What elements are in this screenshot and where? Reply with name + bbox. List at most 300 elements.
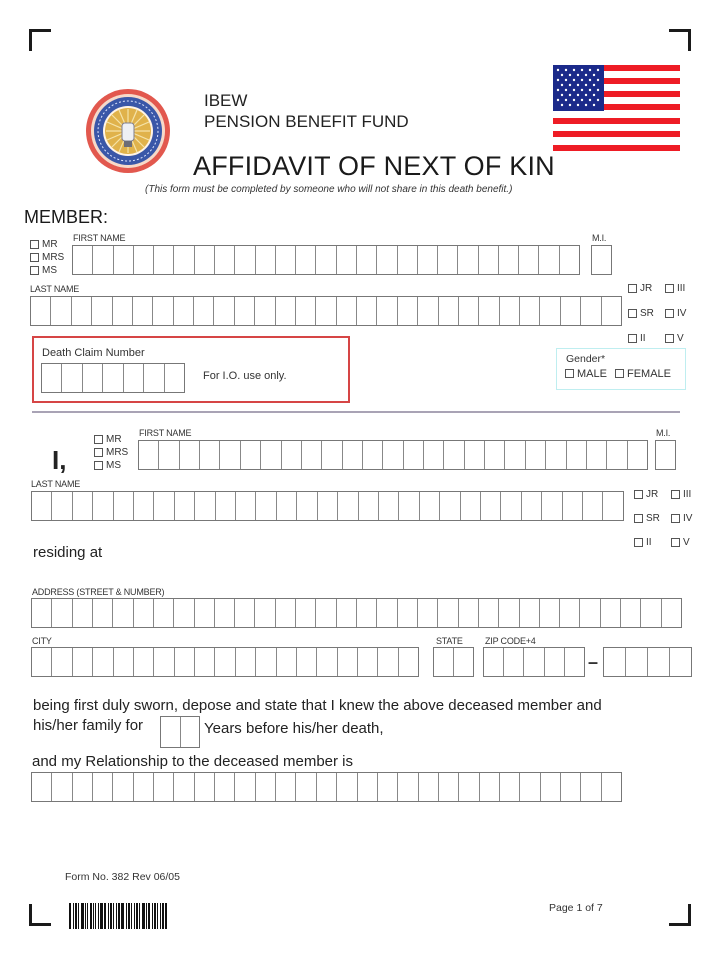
character-cell[interactable] bbox=[479, 599, 499, 627]
character-cell[interactable] bbox=[215, 599, 235, 627]
checkbox-icon[interactable] bbox=[665, 284, 674, 293]
character-cell[interactable] bbox=[398, 773, 418, 801]
character-cell[interactable] bbox=[317, 648, 337, 676]
character-cell[interactable] bbox=[560, 599, 580, 627]
character-cell[interactable] bbox=[52, 492, 72, 520]
character-cell[interactable] bbox=[419, 773, 439, 801]
character-cell[interactable] bbox=[134, 648, 154, 676]
character-cell[interactable] bbox=[440, 492, 460, 520]
character-cell[interactable] bbox=[165, 364, 184, 392]
character-cell[interactable] bbox=[276, 599, 296, 627]
character-cell[interactable] bbox=[195, 648, 215, 676]
character-cell[interactable] bbox=[32, 492, 52, 520]
character-cell[interactable] bbox=[601, 599, 621, 627]
character-cell[interactable] bbox=[377, 297, 397, 325]
barcode-bar bbox=[142, 903, 145, 929]
checkbox-icon[interactable] bbox=[94, 461, 103, 470]
barcode-bar bbox=[73, 903, 74, 929]
member-salutation-mrs[interactable]: MRS bbox=[30, 251, 64, 264]
character-cell[interactable] bbox=[526, 441, 546, 469]
character-cell[interactable] bbox=[181, 717, 200, 747]
affiant-salutation-ms[interactable]: MS bbox=[94, 459, 128, 472]
character-cell[interactable] bbox=[581, 297, 601, 325]
affiant-suffix-iii[interactable]: III bbox=[671, 488, 701, 501]
character-cell[interactable] bbox=[316, 246, 336, 274]
character-cell[interactable] bbox=[32, 648, 52, 676]
character-cell[interactable] bbox=[296, 599, 316, 627]
checkbox-icon[interactable] bbox=[628, 309, 637, 318]
character-cell[interactable] bbox=[542, 492, 562, 520]
character-cell[interactable] bbox=[124, 364, 144, 392]
character-cell[interactable] bbox=[541, 773, 561, 801]
address-field[interactable] bbox=[31, 598, 682, 628]
barcode-bar bbox=[113, 903, 114, 929]
registration-mark-bottom-right bbox=[669, 904, 691, 926]
character-cell[interactable] bbox=[93, 492, 113, 520]
death-claim-number-field[interactable] bbox=[41, 363, 185, 393]
character-cell[interactable] bbox=[459, 773, 479, 801]
checkbox-icon[interactable] bbox=[94, 435, 103, 444]
character-cell[interactable] bbox=[485, 441, 505, 469]
affiant-salutation-mr[interactable]: MR bbox=[94, 433, 128, 446]
character-cell[interactable] bbox=[276, 246, 296, 274]
residing-at-text: residing at bbox=[33, 544, 103, 561]
section-divider bbox=[32, 411, 680, 413]
character-cell[interactable] bbox=[565, 648, 584, 676]
barcode-bar bbox=[126, 903, 127, 929]
affiant-last-name-field[interactable] bbox=[31, 491, 624, 521]
character-cell[interactable] bbox=[277, 648, 297, 676]
character-cell[interactable] bbox=[357, 599, 377, 627]
character-cell[interactable] bbox=[607, 441, 627, 469]
character-cell[interactable] bbox=[581, 773, 601, 801]
character-cell[interactable] bbox=[154, 648, 174, 676]
character-cell[interactable] bbox=[458, 246, 478, 274]
character-cell[interactable] bbox=[670, 648, 691, 676]
character-cell[interactable] bbox=[524, 648, 544, 676]
character-cell[interactable] bbox=[73, 599, 93, 627]
character-cell[interactable] bbox=[103, 364, 123, 392]
character-cell[interactable] bbox=[439, 773, 459, 801]
character-cell[interactable] bbox=[62, 364, 82, 392]
character-cell[interactable] bbox=[195, 492, 215, 520]
checkbox-icon[interactable] bbox=[628, 284, 637, 293]
member-salutation-mr[interactable]: MR bbox=[30, 238, 64, 251]
barcode-bar bbox=[165, 903, 167, 929]
barcode-bar bbox=[95, 903, 96, 929]
checkbox-icon[interactable] bbox=[30, 240, 39, 249]
member-suffix-iv[interactable]: IV bbox=[665, 307, 695, 320]
character-cell[interactable] bbox=[438, 599, 458, 627]
character-cell[interactable] bbox=[520, 297, 540, 325]
years-known-field[interactable] bbox=[160, 716, 200, 748]
character-cell[interactable] bbox=[587, 441, 607, 469]
character-cell[interactable] bbox=[113, 297, 133, 325]
character-cell[interactable] bbox=[174, 246, 194, 274]
character-cell[interactable] bbox=[499, 246, 519, 274]
barcode-bar bbox=[98, 903, 99, 929]
character-cell[interactable] bbox=[256, 492, 276, 520]
character-cell[interactable] bbox=[398, 246, 418, 274]
character-cell[interactable] bbox=[546, 441, 566, 469]
character-cell[interactable] bbox=[583, 492, 603, 520]
character-cell[interactable] bbox=[628, 441, 647, 469]
character-cell[interactable] bbox=[563, 492, 583, 520]
character-cell[interactable] bbox=[134, 246, 154, 274]
character-cell[interactable] bbox=[159, 441, 179, 469]
barcode-bar bbox=[85, 903, 86, 929]
member-suffix-v[interactable]: V bbox=[665, 332, 695, 345]
character-cell[interactable] bbox=[51, 297, 71, 325]
barcode-bar bbox=[146, 903, 147, 929]
character-cell[interactable] bbox=[359, 492, 379, 520]
character-cell[interactable] bbox=[236, 648, 256, 676]
character-cell[interactable] bbox=[215, 773, 235, 801]
character-cell[interactable] bbox=[500, 773, 520, 801]
character-cell[interactable] bbox=[337, 246, 357, 274]
form-number: Form No. 382 Rev 06/05 bbox=[65, 871, 180, 883]
character-cell[interactable] bbox=[480, 773, 500, 801]
character-cell[interactable] bbox=[32, 599, 52, 627]
checkbox-icon[interactable] bbox=[634, 514, 643, 523]
character-cell[interactable] bbox=[174, 599, 194, 627]
character-cell[interactable] bbox=[93, 773, 113, 801]
character-cell[interactable] bbox=[626, 648, 648, 676]
character-cell[interactable] bbox=[161, 717, 181, 747]
character-cell[interactable] bbox=[481, 492, 501, 520]
barcode-bar bbox=[136, 903, 138, 929]
character-cell[interactable] bbox=[418, 599, 438, 627]
character-cell[interactable] bbox=[504, 648, 524, 676]
character-cell[interactable] bbox=[83, 364, 103, 392]
character-cell[interactable] bbox=[454, 648, 473, 676]
character-cell[interactable] bbox=[592, 246, 611, 274]
character-cell[interactable] bbox=[195, 773, 215, 801]
affiant-suffix-jr[interactable]: JR bbox=[634, 488, 671, 501]
character-cell[interactable] bbox=[520, 599, 540, 627]
character-cell[interactable] bbox=[484, 648, 504, 676]
character-cell[interactable] bbox=[338, 648, 358, 676]
checkbox-icon[interactable] bbox=[671, 514, 680, 523]
character-cell[interactable] bbox=[602, 297, 621, 325]
character-cell[interactable] bbox=[499, 599, 519, 627]
character-cell[interactable] bbox=[520, 773, 540, 801]
checkbox-icon[interactable] bbox=[634, 538, 643, 547]
zip-field[interactable] bbox=[483, 647, 585, 677]
character-cell[interactable] bbox=[539, 246, 559, 274]
character-cell[interactable] bbox=[134, 773, 154, 801]
character-cell[interactable] bbox=[256, 246, 276, 274]
checkbox-icon[interactable] bbox=[94, 448, 103, 457]
character-cell[interactable] bbox=[438, 246, 458, 274]
affiant-first-name-field[interactable] bbox=[138, 440, 648, 470]
affiant-mi-label: M.I. bbox=[656, 428, 671, 438]
character-cell[interactable] bbox=[73, 246, 93, 274]
character-cell[interactable] bbox=[418, 297, 438, 325]
city-field[interactable] bbox=[31, 647, 419, 677]
character-cell[interactable] bbox=[175, 648, 195, 676]
character-cell[interactable] bbox=[383, 441, 403, 469]
character-cell[interactable] bbox=[175, 492, 195, 520]
character-cell[interactable] bbox=[540, 599, 560, 627]
affiant-suffix-ii[interactable]: II bbox=[634, 536, 671, 549]
checkbox-icon[interactable] bbox=[615, 369, 624, 378]
character-cell[interactable] bbox=[133, 297, 153, 325]
statement-line2-prefix: his/her family for bbox=[33, 717, 144, 734]
character-cell[interactable] bbox=[540, 297, 560, 325]
character-cell[interactable] bbox=[235, 246, 255, 274]
character-cell[interactable] bbox=[522, 492, 542, 520]
registration-mark-top-right bbox=[669, 29, 691, 51]
character-cell[interactable] bbox=[73, 492, 93, 520]
member-suffix-sr[interactable]: SR bbox=[628, 307, 665, 320]
statement-line1: being first duly sworn, depose and state that I knew the above deceased member and bbox=[33, 697, 602, 714]
character-cell[interactable] bbox=[567, 441, 587, 469]
character-cell[interactable] bbox=[338, 492, 358, 520]
affiant-mi-field[interactable] bbox=[655, 440, 676, 470]
character-cell[interactable] bbox=[337, 773, 357, 801]
character-cell[interactable] bbox=[297, 648, 317, 676]
character-cell[interactable] bbox=[357, 246, 377, 274]
barcode-bar bbox=[152, 903, 153, 929]
character-cell[interactable] bbox=[200, 441, 220, 469]
character-cell[interactable] bbox=[358, 773, 378, 801]
character-cell[interactable] bbox=[297, 492, 317, 520]
character-cell[interactable] bbox=[561, 297, 581, 325]
affiant-suffix-v[interactable]: V bbox=[671, 536, 701, 549]
character-cell[interactable] bbox=[195, 599, 215, 627]
member-first-name-field[interactable] bbox=[72, 245, 580, 275]
character-cell[interactable] bbox=[399, 492, 419, 520]
character-cell[interactable] bbox=[519, 246, 539, 274]
character-cell[interactable] bbox=[214, 297, 234, 325]
character-cell[interactable] bbox=[256, 648, 276, 676]
address-label: ADDRESS (STREET & NUMBER) bbox=[32, 587, 165, 597]
character-cell[interactable] bbox=[602, 773, 621, 801]
character-cell[interactable] bbox=[377, 599, 397, 627]
character-cell[interactable] bbox=[114, 492, 134, 520]
gender-female[interactable]: FEMALE bbox=[615, 367, 671, 380]
barcode-bar bbox=[154, 903, 156, 929]
character-cell[interactable] bbox=[174, 773, 194, 801]
character-cell[interactable] bbox=[93, 599, 113, 627]
member-suffix-ii[interactable]: II bbox=[628, 332, 665, 345]
character-cell[interactable] bbox=[216, 492, 236, 520]
character-cell[interactable] bbox=[459, 297, 479, 325]
character-cell[interactable] bbox=[500, 297, 520, 325]
character-cell[interactable] bbox=[113, 599, 133, 627]
death-claim-note: For I.O. use only. bbox=[203, 370, 287, 382]
checkbox-icon[interactable] bbox=[634, 490, 643, 499]
barcode-bar bbox=[128, 903, 130, 929]
character-cell[interactable] bbox=[215, 246, 235, 274]
barcode-bar bbox=[87, 903, 88, 929]
gender-male[interactable]: MALE bbox=[565, 367, 607, 380]
character-cell[interactable] bbox=[93, 246, 113, 274]
barcode-bar bbox=[69, 903, 71, 929]
character-cell[interactable] bbox=[459, 599, 479, 627]
character-cell[interactable] bbox=[505, 441, 525, 469]
state-field[interactable] bbox=[433, 647, 474, 677]
character-cell[interactable] bbox=[662, 599, 681, 627]
character-cell[interactable] bbox=[215, 648, 235, 676]
character-cell[interactable] bbox=[276, 297, 296, 325]
statement-line2-suffix: Years before his/her death, bbox=[204, 720, 384, 737]
character-cell[interactable] bbox=[153, 297, 173, 325]
character-cell[interactable] bbox=[52, 773, 72, 801]
checkbox-icon[interactable] bbox=[665, 334, 674, 343]
character-cell[interactable] bbox=[439, 297, 459, 325]
character-cell[interactable] bbox=[621, 599, 641, 627]
character-cell[interactable] bbox=[73, 648, 93, 676]
character-cell[interactable] bbox=[73, 773, 93, 801]
character-cell[interactable] bbox=[343, 441, 363, 469]
city-label: CITY bbox=[32, 636, 52, 646]
character-cell[interactable] bbox=[379, 492, 399, 520]
character-cell[interactable] bbox=[154, 492, 174, 520]
character-cell[interactable] bbox=[424, 441, 444, 469]
character-cell[interactable] bbox=[113, 773, 133, 801]
checkbox-icon[interactable] bbox=[628, 334, 637, 343]
checkbox-icon[interactable] bbox=[30, 253, 39, 262]
character-cell[interactable] bbox=[42, 364, 62, 392]
character-cell[interactable] bbox=[154, 246, 174, 274]
barcode-bar bbox=[134, 903, 135, 929]
barcode-bar bbox=[78, 903, 79, 929]
character-cell[interactable] bbox=[114, 648, 134, 676]
character-cell[interactable] bbox=[420, 492, 440, 520]
checkbox-icon[interactable] bbox=[565, 369, 574, 378]
character-cell[interactable] bbox=[316, 599, 336, 627]
character-cell[interactable] bbox=[434, 648, 454, 676]
character-cell[interactable] bbox=[656, 441, 675, 469]
character-cell[interactable] bbox=[194, 297, 214, 325]
character-cell[interactable] bbox=[276, 773, 296, 801]
character-cell[interactable] bbox=[134, 492, 154, 520]
character-cell[interactable] bbox=[398, 297, 418, 325]
character-cell[interactable] bbox=[93, 648, 113, 676]
character-cell[interactable] bbox=[363, 441, 383, 469]
character-cell[interactable] bbox=[52, 648, 72, 676]
member-section-label: MEMBER: bbox=[24, 207, 109, 227]
character-cell[interactable] bbox=[337, 599, 357, 627]
character-cell[interactable] bbox=[648, 648, 670, 676]
character-cell[interactable] bbox=[418, 246, 438, 274]
character-cell[interactable] bbox=[378, 773, 398, 801]
character-cell[interactable] bbox=[296, 297, 316, 325]
member-suffix-jr[interactable]: JR bbox=[628, 282, 665, 295]
character-cell[interactable] bbox=[479, 246, 499, 274]
character-cell[interactable] bbox=[603, 492, 622, 520]
character-cell[interactable] bbox=[322, 441, 342, 469]
character-cell[interactable] bbox=[465, 441, 485, 469]
checkbox-icon[interactable] bbox=[671, 490, 680, 499]
checkbox-icon[interactable] bbox=[665, 309, 674, 318]
member-last-name-field[interactable] bbox=[30, 296, 622, 326]
character-cell[interactable] bbox=[236, 492, 256, 520]
checkbox-icon[interactable] bbox=[30, 266, 39, 275]
character-cell[interactable] bbox=[318, 492, 338, 520]
character-cell[interactable] bbox=[261, 441, 281, 469]
member-salutation-group bbox=[30, 238, 64, 277]
character-cell[interactable] bbox=[52, 599, 72, 627]
character-cell[interactable] bbox=[180, 441, 200, 469]
character-cell[interactable] bbox=[561, 773, 581, 801]
character-cell[interactable] bbox=[32, 773, 52, 801]
character-cell[interactable] bbox=[255, 599, 275, 627]
character-cell[interactable] bbox=[114, 246, 134, 274]
character-cell[interactable] bbox=[399, 648, 418, 676]
character-cell[interactable] bbox=[255, 297, 275, 325]
character-cell[interactable] bbox=[604, 648, 626, 676]
page-title: AFFIDAVIT OF NEXT OF KIN bbox=[193, 151, 555, 181]
character-cell[interactable] bbox=[316, 297, 336, 325]
barcode-bar bbox=[100, 903, 103, 929]
character-cell[interactable] bbox=[357, 297, 377, 325]
character-cell[interactable] bbox=[154, 773, 174, 801]
character-cell[interactable] bbox=[545, 648, 565, 676]
character-cell[interactable] bbox=[235, 297, 255, 325]
character-cell[interactable] bbox=[317, 773, 337, 801]
character-cell[interactable] bbox=[139, 441, 159, 469]
zip4-field[interactable] bbox=[603, 647, 692, 677]
character-cell[interactable] bbox=[461, 492, 481, 520]
character-cell[interactable] bbox=[302, 441, 322, 469]
member-last-name-label: LAST NAME bbox=[30, 284, 80, 294]
character-cell[interactable] bbox=[377, 246, 397, 274]
character-cell[interactable] bbox=[144, 364, 164, 392]
character-cell[interactable] bbox=[134, 599, 154, 627]
relationship-text: and my Relationship to the deceased member is bbox=[32, 753, 354, 770]
character-cell[interactable] bbox=[72, 297, 92, 325]
affiant-suffix-iv[interactable]: IV bbox=[671, 512, 701, 525]
checkbox-icon[interactable] bbox=[671, 538, 680, 547]
character-cell[interactable] bbox=[256, 773, 276, 801]
character-cell[interactable] bbox=[501, 492, 521, 520]
character-cell[interactable] bbox=[282, 441, 302, 469]
character-cell[interactable] bbox=[235, 773, 255, 801]
character-cell[interactable] bbox=[444, 441, 464, 469]
character-cell[interactable] bbox=[296, 773, 316, 801]
registration-mark-bottom-left bbox=[29, 904, 51, 926]
affiant-salutation-mrs[interactable]: MRS bbox=[94, 446, 128, 459]
character-cell[interactable] bbox=[560, 246, 579, 274]
character-cell[interactable] bbox=[358, 648, 378, 676]
character-cell[interactable] bbox=[241, 441, 261, 469]
character-cell[interactable] bbox=[296, 246, 316, 274]
character-cell[interactable] bbox=[220, 441, 240, 469]
character-cell[interactable] bbox=[337, 297, 357, 325]
character-cell[interactable] bbox=[404, 441, 424, 469]
character-cell[interactable] bbox=[580, 599, 600, 627]
character-cell[interactable] bbox=[398, 599, 418, 627]
character-cell[interactable] bbox=[235, 599, 255, 627]
member-salutation-ms[interactable]: MS bbox=[30, 264, 64, 277]
character-cell[interactable] bbox=[378, 648, 398, 676]
member-suffix-iii[interactable]: III bbox=[665, 282, 695, 295]
character-cell[interactable] bbox=[174, 297, 194, 325]
character-cell[interactable] bbox=[195, 246, 215, 274]
character-cell[interactable] bbox=[31, 297, 51, 325]
character-cell[interactable] bbox=[277, 492, 297, 520]
member-mi-field[interactable] bbox=[591, 245, 612, 275]
character-cell[interactable] bbox=[479, 297, 499, 325]
relationship-field[interactable] bbox=[31, 772, 622, 802]
character-cell[interactable] bbox=[92, 297, 112, 325]
affiant-suffix-sr[interactable]: SR bbox=[634, 512, 671, 525]
character-cell[interactable] bbox=[641, 599, 661, 627]
character-cell[interactable] bbox=[154, 599, 174, 627]
